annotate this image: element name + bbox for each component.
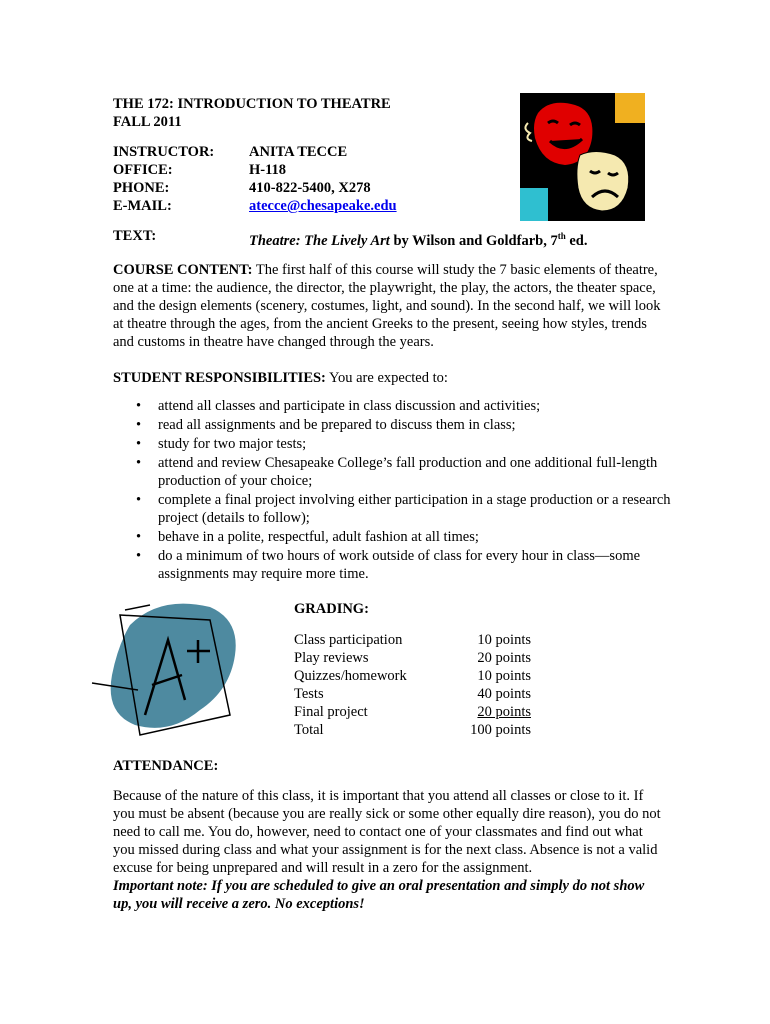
list-item: • complete a final project involving either participation in a stage production or a research project (details to follow); bbox=[158, 491, 698, 527]
grade-label: Tests bbox=[294, 686, 324, 702]
grade-points: 40 points bbox=[477, 686, 531, 702]
course-title: THE 172: INTRODUCTION TO THEATRE bbox=[113, 96, 391, 112]
grade-label: Play reviews bbox=[294, 650, 369, 666]
responsibilities-list bbox=[113, 397, 698, 584]
responsibilities-heading bbox=[113, 369, 661, 387]
list-item: • attend and review Chesapeake College’s fall production and one additional full-length production of your choice; bbox=[158, 454, 698, 490]
responsibilities-intro: You are expected to: bbox=[325, 370, 448, 386]
book-edition-suffix: th bbox=[557, 231, 566, 241]
list-item: • study for two major tests; bbox=[158, 435, 698, 453]
book-edition-end: ed. bbox=[565, 232, 588, 249]
phone-label: PHONE: bbox=[113, 180, 170, 196]
grading-title: GRADING: bbox=[294, 601, 369, 617]
text-book bbox=[249, 227, 587, 250]
list-item: • behave in a polite, respectful, adult fashion at all times; bbox=[158, 528, 698, 546]
book-authors: by Wilson and Goldfarb, 7 bbox=[389, 232, 558, 249]
a-plus-grade-icon bbox=[90, 595, 250, 745]
attendance-title: ATTENDANCE: bbox=[113, 758, 219, 774]
grade-label: Final project bbox=[294, 704, 368, 720]
grade-label: Total bbox=[294, 722, 324, 738]
theatre-masks-icon bbox=[520, 93, 645, 221]
grade-points: 20 points bbox=[477, 704, 531, 720]
grade-total: 100 points bbox=[470, 722, 531, 738]
list-item: • read all assignments and be prepared to discuss them in class; bbox=[158, 416, 698, 434]
course-content-body: The first half of this course will study the 7 basic elements of theatre, one at a time: the audience, the director, the playwright, the play, the actors, the theater space, and the design elements (scenery, costumes, light, and sound). In the second half, we will look at theatre through the ages, from the ancient Greeks to the present, seeing how styles, trends and customs in theatre have changed through the years. bbox=[113, 262, 661, 350]
course-content-title: COURSE CONTENT: bbox=[113, 262, 253, 278]
attendance-body: Because of the nature of this class, it is important that you attend all classes or close to it. If you must be absent (because you are really sick or some other equally dire reason), you do not need to call me. You do, however, need to contact one of your classmates and find out what you missed during class and what your assignment is for the next class. Absence is not a valid excuse for being unprepared and will result in a zero for the assignment. bbox=[113, 788, 661, 876]
phone-value: 410-822-5400, X278 bbox=[249, 180, 371, 196]
important-note: Important note: If you are scheduled to give an oral presentation and simply do not show up, you will receive a zero. No exceptions! bbox=[113, 878, 645, 912]
instructor-value: ANITA TECCE bbox=[249, 144, 348, 160]
office-label: OFFICE: bbox=[113, 162, 173, 178]
instructor-label: INSTRUCTOR: bbox=[113, 144, 215, 160]
grade-label: Class participation bbox=[294, 632, 403, 648]
grade-points: 10 points bbox=[477, 668, 531, 684]
text-label: TEXT: bbox=[113, 228, 157, 244]
list-item: • attend all classes and participate in class discussion and activities; bbox=[158, 397, 698, 415]
email-label: E-MAIL: bbox=[113, 198, 172, 214]
email-link[interactable]: atecce@chesapeake.edu bbox=[249, 198, 397, 214]
course-term: FALL 2011 bbox=[113, 114, 182, 130]
list-item: • do a minimum of two hours of work outside of class for every hour in class—some assignments may require more time. bbox=[158, 547, 698, 583]
book-title: Theatre: The Lively Art bbox=[249, 232, 390, 249]
grade-points: 10 points bbox=[477, 632, 531, 648]
grade-label: Quizzes/homework bbox=[294, 668, 407, 684]
grade-points: 20 points bbox=[477, 650, 531, 666]
responsibilities-title: STUDENT RESPONSIBILITIES: bbox=[113, 370, 326, 386]
course-content bbox=[113, 261, 661, 351]
office-value: H-118 bbox=[249, 162, 287, 178]
